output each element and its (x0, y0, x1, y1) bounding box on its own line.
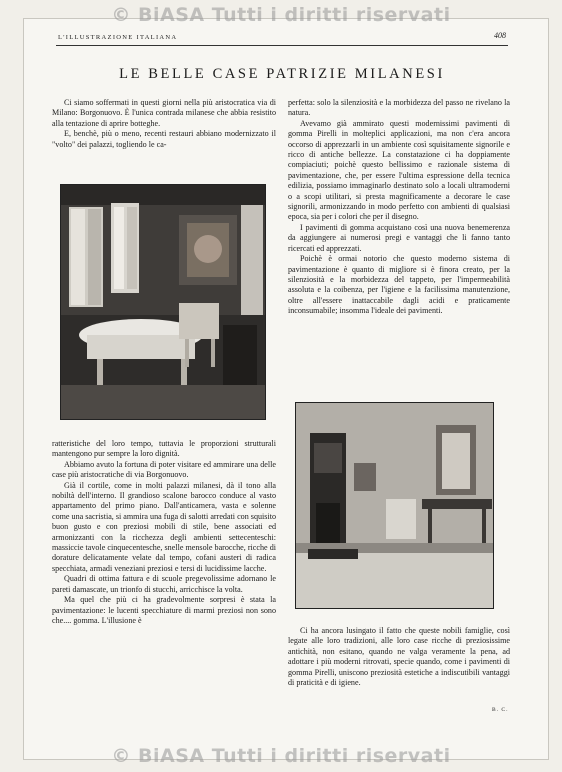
paragraph: Ci ha ancora lusingato il fatto che queste nobili famiglie, così legate alle loro tradizioni, alle loro case ricche di preziosissime antichità, non esitano, quando ne valga veramente la pena, ad adottare i più moderni ritrovati, specie quando, come i pavimenti di gomma Pirelli, uniscono preziosità estetiche a indiscutibili vantaggi di praticità e di igiene. (288, 626, 510, 688)
photo-dining-room (60, 184, 266, 420)
photo-salon (295, 402, 494, 609)
paragraph: Ci siamo soffermati in questi giorni nella più aristocratica via di Milano: Borgonuovo. È l'unica contrada milanese che abbia resistito alla tentazione di aprire botteghe. (52, 98, 276, 128)
page-header (56, 31, 508, 46)
paragraph: Già il cortile, come in molti palazzi milanesi, dà il tono alla nobiltà dell'interno. Il grandioso scalone barocco conduce al vasto appartamento del primo piano. Dall'anticamera, vasta e solenne come una sacristia, si ammira una fuga di salotti arredati con squisito buon gusto e con preziosi mobili di stile, bene associati ed armonizzanti con la ricchezza degli ambienti settecenteschi: massiccie tavole cinquecentesche, snelle mensole barocche, ricche di dorature delicatamente velate dal tempo, cofani austeri di radica specchiata, armadi veneziani preziosi e tersi di lucidissime lacche. (52, 480, 276, 573)
paragraph: ratteristiche del loro tempo, tuttavia le proporzioni strutturali mantengono pur sempre la loro dignità. (52, 439, 276, 459)
magazine-name: L'ILLUSTRAZIONE ITALIANA (58, 34, 178, 41)
paragraph: perfetta: solo la silenziosità e la morbidezza del passo ne rivelano la natura. (288, 98, 510, 118)
text-column-2 (288, 98, 510, 317)
paragraph: Avevamo già ammirato questi modernissimi pavimenti di gomma Pirelli in molteplici applicazioni, ma non c'era ancora occorso di apprezzarli in un ambiente così squisitamente signorile e ricco di antiche bellezze. La constatazione ci ha doppiamente compiaciuti; poichè questo bellissimo e razionale sistema di pavimentazione, che, per essere l'ultima espressione della tecnica edilizia, possiamo immaginarlo destinato solo a locali ultramoderni o a scopi utilitari, si presta magnificamente a decorare le case signorili, armonizzando in modo perfetto con ambienti di qualsiasi epoca, sia per i colori che per il disegno. (288, 118, 510, 222)
paragraph: Abbiamo avuto la fortuna di poter visitare ed ammirare una delle case più aristocratiche di via Borgonuovo. (52, 459, 276, 480)
text-column-4 (288, 626, 510, 688)
article-title: LE BELLE CASE PATRIZIE MILANESI (119, 66, 445, 82)
author-signature: B. C. (492, 707, 509, 713)
text-column-3 (52, 439, 276, 626)
paragraph: I pavimenti di gomma acquistano così una nuova benemerenza da aggiungere ai numerosi pregi e vantaggi che li fanno tanto ricercati ed apprezzati. (288, 222, 510, 253)
watermark-bottom: © BiASA Tutti i diritti riservati (111, 745, 451, 767)
paragraph: E, benchè, più o meno, recenti restauri abbiano modernizzato il "volto" dei palazzi, togliendo le ca- (52, 129, 276, 149)
page-number: 408 (494, 31, 506, 40)
text-column-1 (52, 98, 276, 150)
watermark-top: © BiASA Tutti i diritti riservati (111, 4, 451, 26)
paragraph: Poichè è ormai notorio che questo moderno sistema di pavimentazione è quanto di migliore si è finora creato, per la silenziosità e la morbidezza del tappeto, per l'impermeabilità assoluta e la coibenza, per l'igiene e la facilissima manutenzione, oltre all'essere inattaccabile dagli acidi e praticamente inconsumabile; insomma l'ideale dei pavimenti. (288, 254, 510, 316)
paragraph: Ma quel che più ci ha gradevolmente sorpresi è stata la pavimentazione: le lucenti specchiature di marmi preziosi non sono che.... gomma. L'illusione è (52, 595, 276, 625)
paragraph: Quadri di ottima fattura e di scuole pregevolissime adornano le pareti damascate, un trionfo di stucchi, arricchisce la volta. (52, 574, 276, 594)
